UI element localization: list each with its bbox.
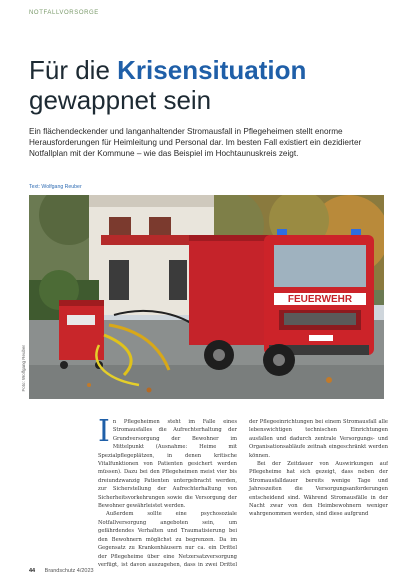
title-part-1: Für die: [29, 55, 118, 85]
drop-cap: I: [98, 418, 110, 449]
issue-label: Brandschutz 4/2023: [44, 568, 94, 574]
truck-label: FEUERWEHR: [287, 294, 353, 305]
title-highlight: Krisensituation: [117, 55, 307, 85]
article-body: [98, 418, 388, 570]
page-number: 44: [29, 568, 36, 574]
body-paragraph: In Pflegeheimen steht im Falle eines Stromausfalles die Aufrechterhaltung der Grundversorgung der Bewohner im Mittelpunkt (Ausnahme: Heime mit Spezialpflegeplätzen, in denen kritische Vitalfunktionen von Patienten gesichert werden müssen). Dazu bei den Pflegeheimen meist vier bis dreiundzwanzig Patienten untergebracht werden, zur Sicherstellung der Aufrechterhaltung von Sicherheitsvorkehrungen sowie die Versorgung der Bewohner gewährleistet werden.: [98, 418, 237, 510]
body-paragraph: Bei der Zeitdauer von Auswirkungen auf Pflegeheime hat sich gezeigt, dass neben der Stromausfalldauer bereits wenige Tage und Jahreszeiten die Versorgungsanforderungen entscheidend sind. Während Stromausfälle in der Nacht zwar von den Heimbewohnern weniger wahrgenommen werden, sind diese aufgrund: [249, 461, 388, 518]
title-part-2: gewappnet sein: [29, 85, 212, 115]
body-paragraph: Außerdem sollte eine psychosoziale Notfallversorgung angeboten sein, um gefährdendes Verhalten und Traumatisierung bei den Bewohnern möglichst zu begrenzen. Da im Gegensatz zu Krankenhäusern nur ca. ein Drittel der Pflegeheime über eine Netzersatzversorgung verfügt, ist davon auszugehen, dass in zwei Drittel der Pflegeeinrichtungen bei einem Stromausfall alle lebenswichtigen technischen Einrichtungen ausfallen und dadurch zentrale Versorgungs- und Organisationsabläufe zeitnah eingeschränkt werden können.: [98, 419, 388, 568]
article-title: [29, 55, 389, 115]
section-kicker: NOTFALLVORSORGE: [29, 10, 99, 16]
page-footer: [29, 568, 94, 574]
photo-credit: Foto: Wolfgang Reuber: [21, 345, 26, 392]
article-lead: Ein flächendeckender und langanhaltender Stromausfall in Pflegeheimen stellt enorme Herausforderungen für Heimleitung und Personal dar. Im besten Fall existiert ein dezidierter Notfallplan mit der Kommune – wie das Beispiel im Hochtaunuskreis zeigt.: [29, 127, 362, 158]
article-photo: [29, 195, 384, 399]
byline: Text: Wolfgang Reuber: [29, 184, 82, 190]
